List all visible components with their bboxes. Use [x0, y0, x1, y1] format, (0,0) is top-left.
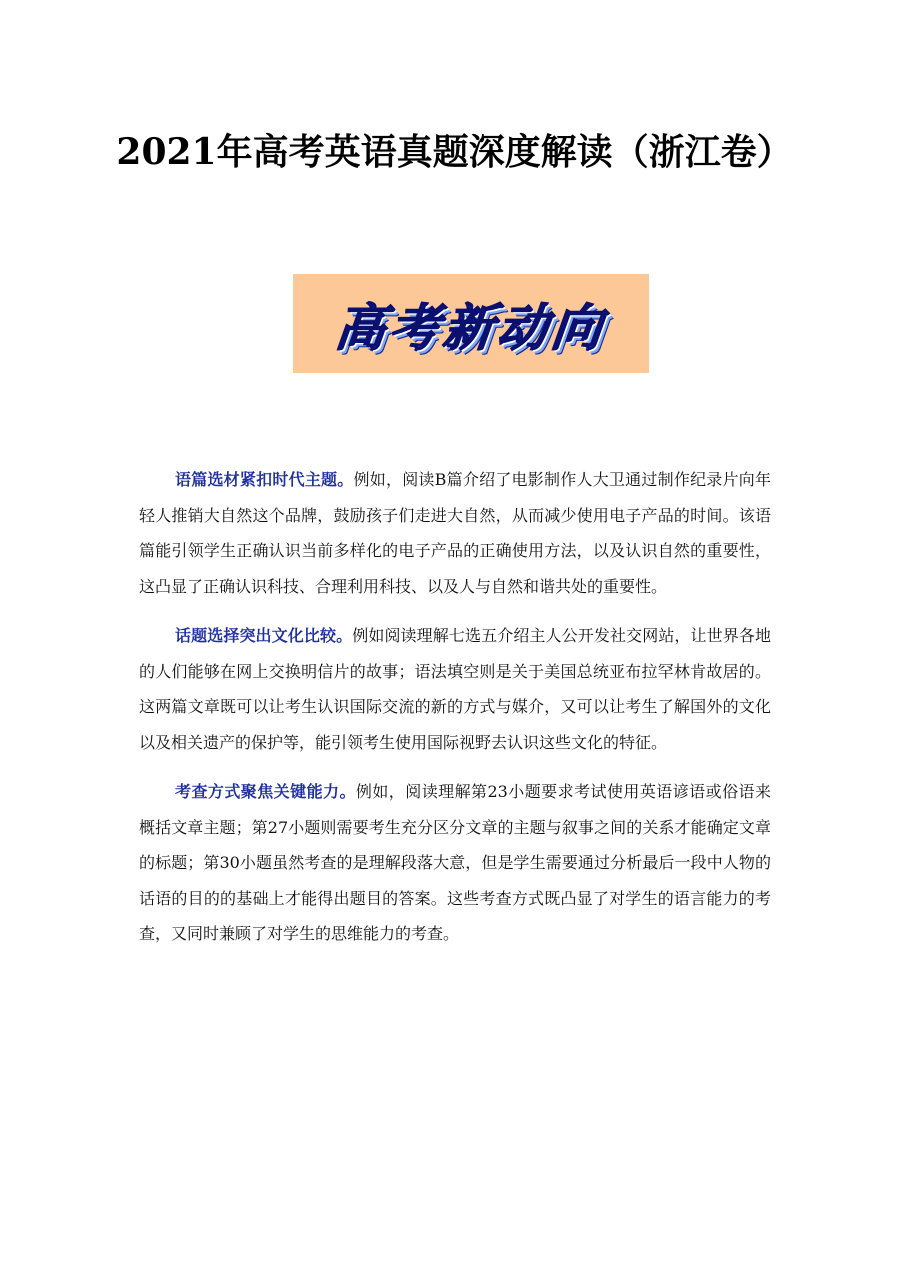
paragraph-2-lead: 话题选择突出文化比较。 — [175, 626, 353, 645]
paragraph-2-text: 例如阅读理解七选五介绍主人公开发社交网站，让世界各地的人们能够在网上交换明信片的故事；语法填空则是关于美国总统亚布拉罕林肯故居的。这两篇文章既可以让考生认识国际交流的新的方式与媒介，又可以让考生了解国外的文化以及相关遗产的保护等，能引领考生使用国际视野去认识这些文化的特征。 — [139, 626, 771, 752]
paragraph-2 — [139, 618, 771, 760]
paragraph-3 — [139, 774, 771, 952]
document-title: 2021年高考英语真题深度解读（浙江卷） — [116, 131, 793, 173]
paragraph-1-lead: 语篇选材紧扣时代主题。 — [175, 470, 354, 489]
paragraph-1 — [139, 462, 771, 604]
paragraph-1-text: 例如，阅读B篇介绍了电影制作人大卫通过制作纪录片向年轻人推销大自然这个品牌，鼓励孩子们走进大自然，从而减少使用电子产品的时间。该语篇能引领学生正确认识当前多样化的电子产品的正确使用方法，以及认识自然的重要性，这凸显了正确认识科技、合理利用科技、以及人与自然和谐共处的重要性。 — [139, 470, 771, 596]
news-banner — [293, 274, 649, 373]
paragraph-3-lead: 考查方式聚焦关键能力。 — [175, 782, 356, 801]
banner-text: 高考新动向 — [332, 298, 609, 357]
article-body — [139, 462, 771, 966]
paragraph-3-text: 例如，阅读理解第23小题要求考试使用英语谚语或俗语来概括文章主题；第27小题则需要考生充分区分文章的主题与叙事之间的关系才能确定文章的标题；第30小题虽然考查的是理解段落大意，但是学生需要通过分析最后一段中人物的话语的目的的基础上才能得出题目的答案。这些考查方式既凸显了对学生的语言能力的考查，又同时兼顾了对学生的思维能力的考查。 — [139, 782, 771, 943]
